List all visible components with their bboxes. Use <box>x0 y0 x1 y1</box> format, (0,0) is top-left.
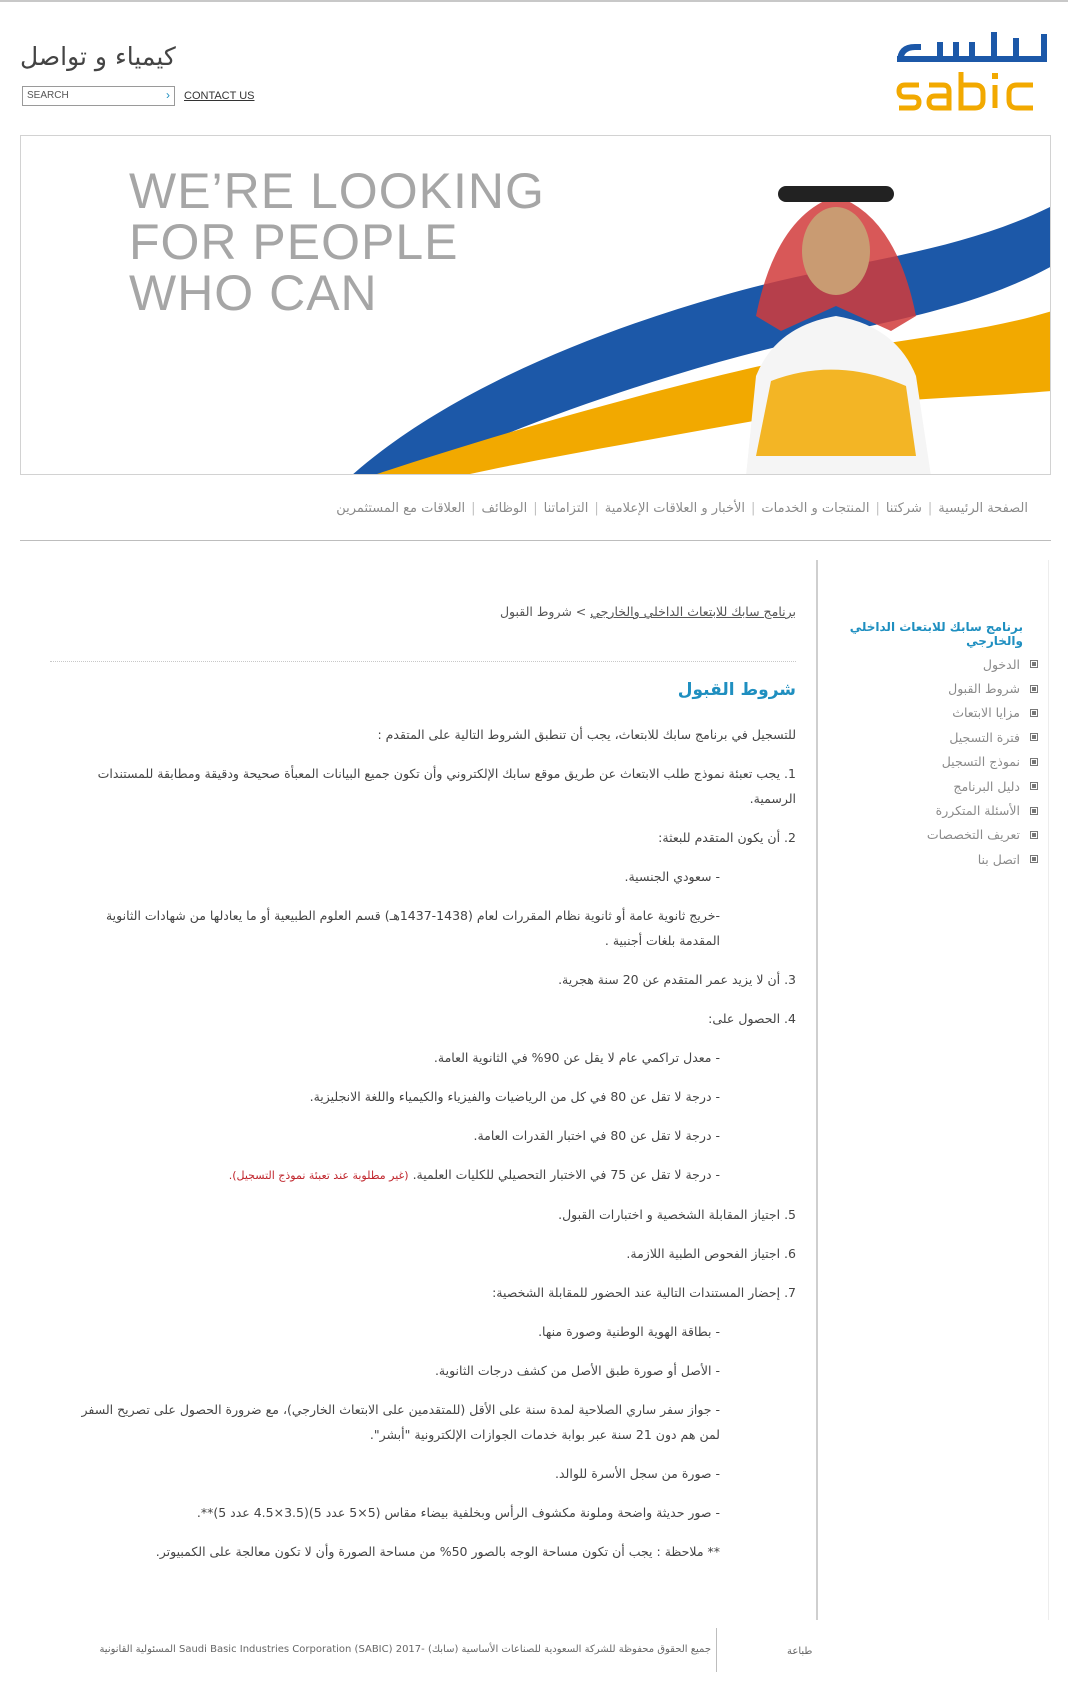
square-bullet-icon <box>1030 831 1038 839</box>
condition-1: 1. يجب تعبئة نموذج طلب الابتعاث عن طريق موقع سابك الإلكتروني وأن تكون جميع البيانات المعبأة صحيحة ودقيقة ومطابقة للمستندات الرسمية. <box>97 766 796 806</box>
sidebar-item-majors[interactable]: تعريف التخصصات <box>798 823 1038 847</box>
condition-6: 6. اجتياز الفحوص الطبية اللازمة. <box>626 1246 796 1261</box>
square-bullet-icon <box>1030 855 1038 863</box>
conditions-content <box>76 722 796 1578</box>
sidebar-item-guide[interactable]: دليل البرنامج <box>798 774 1038 798</box>
square-bullet-icon <box>1030 660 1038 668</box>
sabic-logo[interactable] <box>895 28 1053 116</box>
breadcrumb-divider <box>50 661 796 662</box>
nav-products[interactable]: المنتجات و الخدمات <box>761 501 870 516</box>
breadcrumb-separator: > <box>575 604 587 619</box>
condition-2a: - سعودي الجنسية. <box>624 869 720 884</box>
breadcrumb-link[interactable]: برنامج سابك للابتعاث الداخلي والخارجي <box>590 604 796 619</box>
condition-7d: - صورة من سجل الأسرة للوالد. <box>555 1466 720 1481</box>
nav-company[interactable]: شركتنا <box>885 501 922 516</box>
breadcrumb <box>500 604 796 619</box>
tagline: كيمياء و تواصل <box>20 42 176 71</box>
breadcrumb-current: شروط القبول <box>499 604 572 619</box>
nav-investors[interactable]: العلاقات مع المستثمرين <box>336 501 466 516</box>
sidebar-menu <box>798 652 1038 872</box>
condition-4a: - معدل تراكمي عام لا يقل عن 90% في الثانوية العامة. <box>433 1050 720 1065</box>
condition-2b: -خريج ثانوية عامة أو ثانوية نظام المقررات لعام (1438-1437هـ) قسم العلوم الطبيعية أو ما يعادلها من شهادات الثانوية المقدمة بلغات أجنبية . <box>105 908 720 948</box>
print-link[interactable]: طباعة <box>787 1646 813 1657</box>
nav-news[interactable]: الأخبار و العلاقات الإعلامية <box>604 501 746 516</box>
nav-home[interactable]: الصفحة الرئيسية <box>938 501 1028 516</box>
condition-7a: - بطاقة الهوية الوطنية وصورة منها. <box>538 1324 720 1339</box>
condition-4d-note: (غير مطلوبة عند تعبئة نموذج التسجيل). <box>228 1169 409 1182</box>
condition-7b: - الأصل أو صورة طبق الأصل من كشف درجات الثانوية. <box>434 1363 720 1378</box>
section-divider <box>20 540 1051 541</box>
hero-banner <box>20 135 1051 475</box>
top-border <box>0 0 1068 2</box>
search-input[interactable] <box>22 86 175 106</box>
right-border <box>1048 560 1049 1620</box>
photo-note: ** ملاحظة : يجب أن تكون مساحة الوجه بالصور 50% من مساحة الصورة وأن لا تكون معالجة على الكمبيوتر. <box>155 1544 720 1559</box>
condition-3: 3. أن لا يزيد عمر المتقدم عن 20 سنة هجرية. <box>558 972 796 987</box>
condition-7e: - صور حديثة واضحة وملونة مكشوف الرأس وبخلفية بيضاء مقاس (5×5 عدد 5)(3.5×4.5 عدد 5)**. <box>196 1505 720 1520</box>
condition-7c: - جواز سفر ساري الصلاحية لمدة سنة على الأقل (للمتقدمين على الابتعاث الخارجي)، مع ضرورة الحصول على تصريح السفر لمن هم دون 21 سنة عبر بوابة خدمات الجوازات الإلكترونية "أبشر". <box>81 1402 720 1442</box>
condition-7: 7. إحضار المستندات التالية عند الحضور للمقابلة الشخصية: <box>492 1285 796 1300</box>
page-title: شروط القبول <box>677 680 796 700</box>
square-bullet-icon <box>1030 807 1038 815</box>
condition-4d: - درجة لا تقل عن 75 في الاختبار التحصيلي للكليات العلمية. (غير مطلوبة عند تعبئة نموذج التسجيل). <box>228 1167 720 1182</box>
condition-2: 2. أن يكون المتقدم للبعثة: <box>658 830 796 845</box>
sidebar-item-contact[interactable]: اتصل بنا <box>798 847 1038 871</box>
hero-headline: WE’RE LOOKING FOR PEOPLE WHO CAN <box>129 163 545 321</box>
condition-4b: - درجة لا تقل عن 80 في كل من الرياضيات والفيزياء والكيمياء واللغة الانجليزية. <box>309 1089 720 1104</box>
sidebar-item-benefits[interactable]: مزايا الابتعاث <box>798 701 1038 725</box>
contact-us-link[interactable]: CONTACT US <box>184 90 255 102</box>
square-bullet-icon <box>1030 709 1038 717</box>
search-placeholder: SEARCH <box>27 90 69 101</box>
intro-text: للتسجيل في برنامج سابك للابتعاث، يجب أن تنطبق الشروط التالية على المتقدم : <box>377 727 796 742</box>
square-bullet-icon <box>1030 733 1038 741</box>
sidebar-item-registration-form[interactable]: نموذج التسجيل <box>798 750 1038 774</box>
sidebar-item-admission[interactable]: شروط القبول <box>798 676 1038 700</box>
sidebar-item-registration-period[interactable]: فترة التسجيل <box>798 725 1038 749</box>
condition-4c: - درجة لا تقل عن 80 في اختبار القدرات العامة. <box>473 1128 720 1143</box>
condition-5: 5. اجتياز المقابلة الشخصية و اختبارات القبول. <box>558 1207 796 1222</box>
square-bullet-icon <box>1030 685 1038 693</box>
top-navigation: الصفحة الرئيسية|شركتنا|المنتجات و الخدمات|الأخبار و العلاقات الإعلامية|التزاماتنا|الوظائف|العلاقات مع المستثمرين <box>336 501 1028 516</box>
condition-4: 4. الحصول على: <box>708 1011 796 1026</box>
nav-commitments[interactable]: التزاماتنا <box>543 501 589 516</box>
square-bullet-icon <box>1030 782 1038 790</box>
nav-careers[interactable]: الوظائف <box>481 501 528 516</box>
sidebar-title[interactable]: برنامج سابك للابتعاث الداخلي والخارجي <box>849 620 1023 648</box>
square-bullet-icon <box>1030 758 1038 766</box>
footer-divider <box>716 1628 717 1672</box>
sidebar-item-login[interactable]: الدخول <box>798 652 1038 676</box>
person-illustration <box>716 156 956 475</box>
sidebar-item-faq[interactable]: الأسئلة المتكررة <box>798 798 1038 822</box>
chevron-right-icon[interactable]: › <box>166 88 170 102</box>
footer-copyright: جميع الحقوق محفوظة للشركة السعودية للصناعات الأساسية (سابك) -2017 (Saudi Basic Industries Corporation (SABIC المسئولية القانونية <box>99 1644 711 1655</box>
